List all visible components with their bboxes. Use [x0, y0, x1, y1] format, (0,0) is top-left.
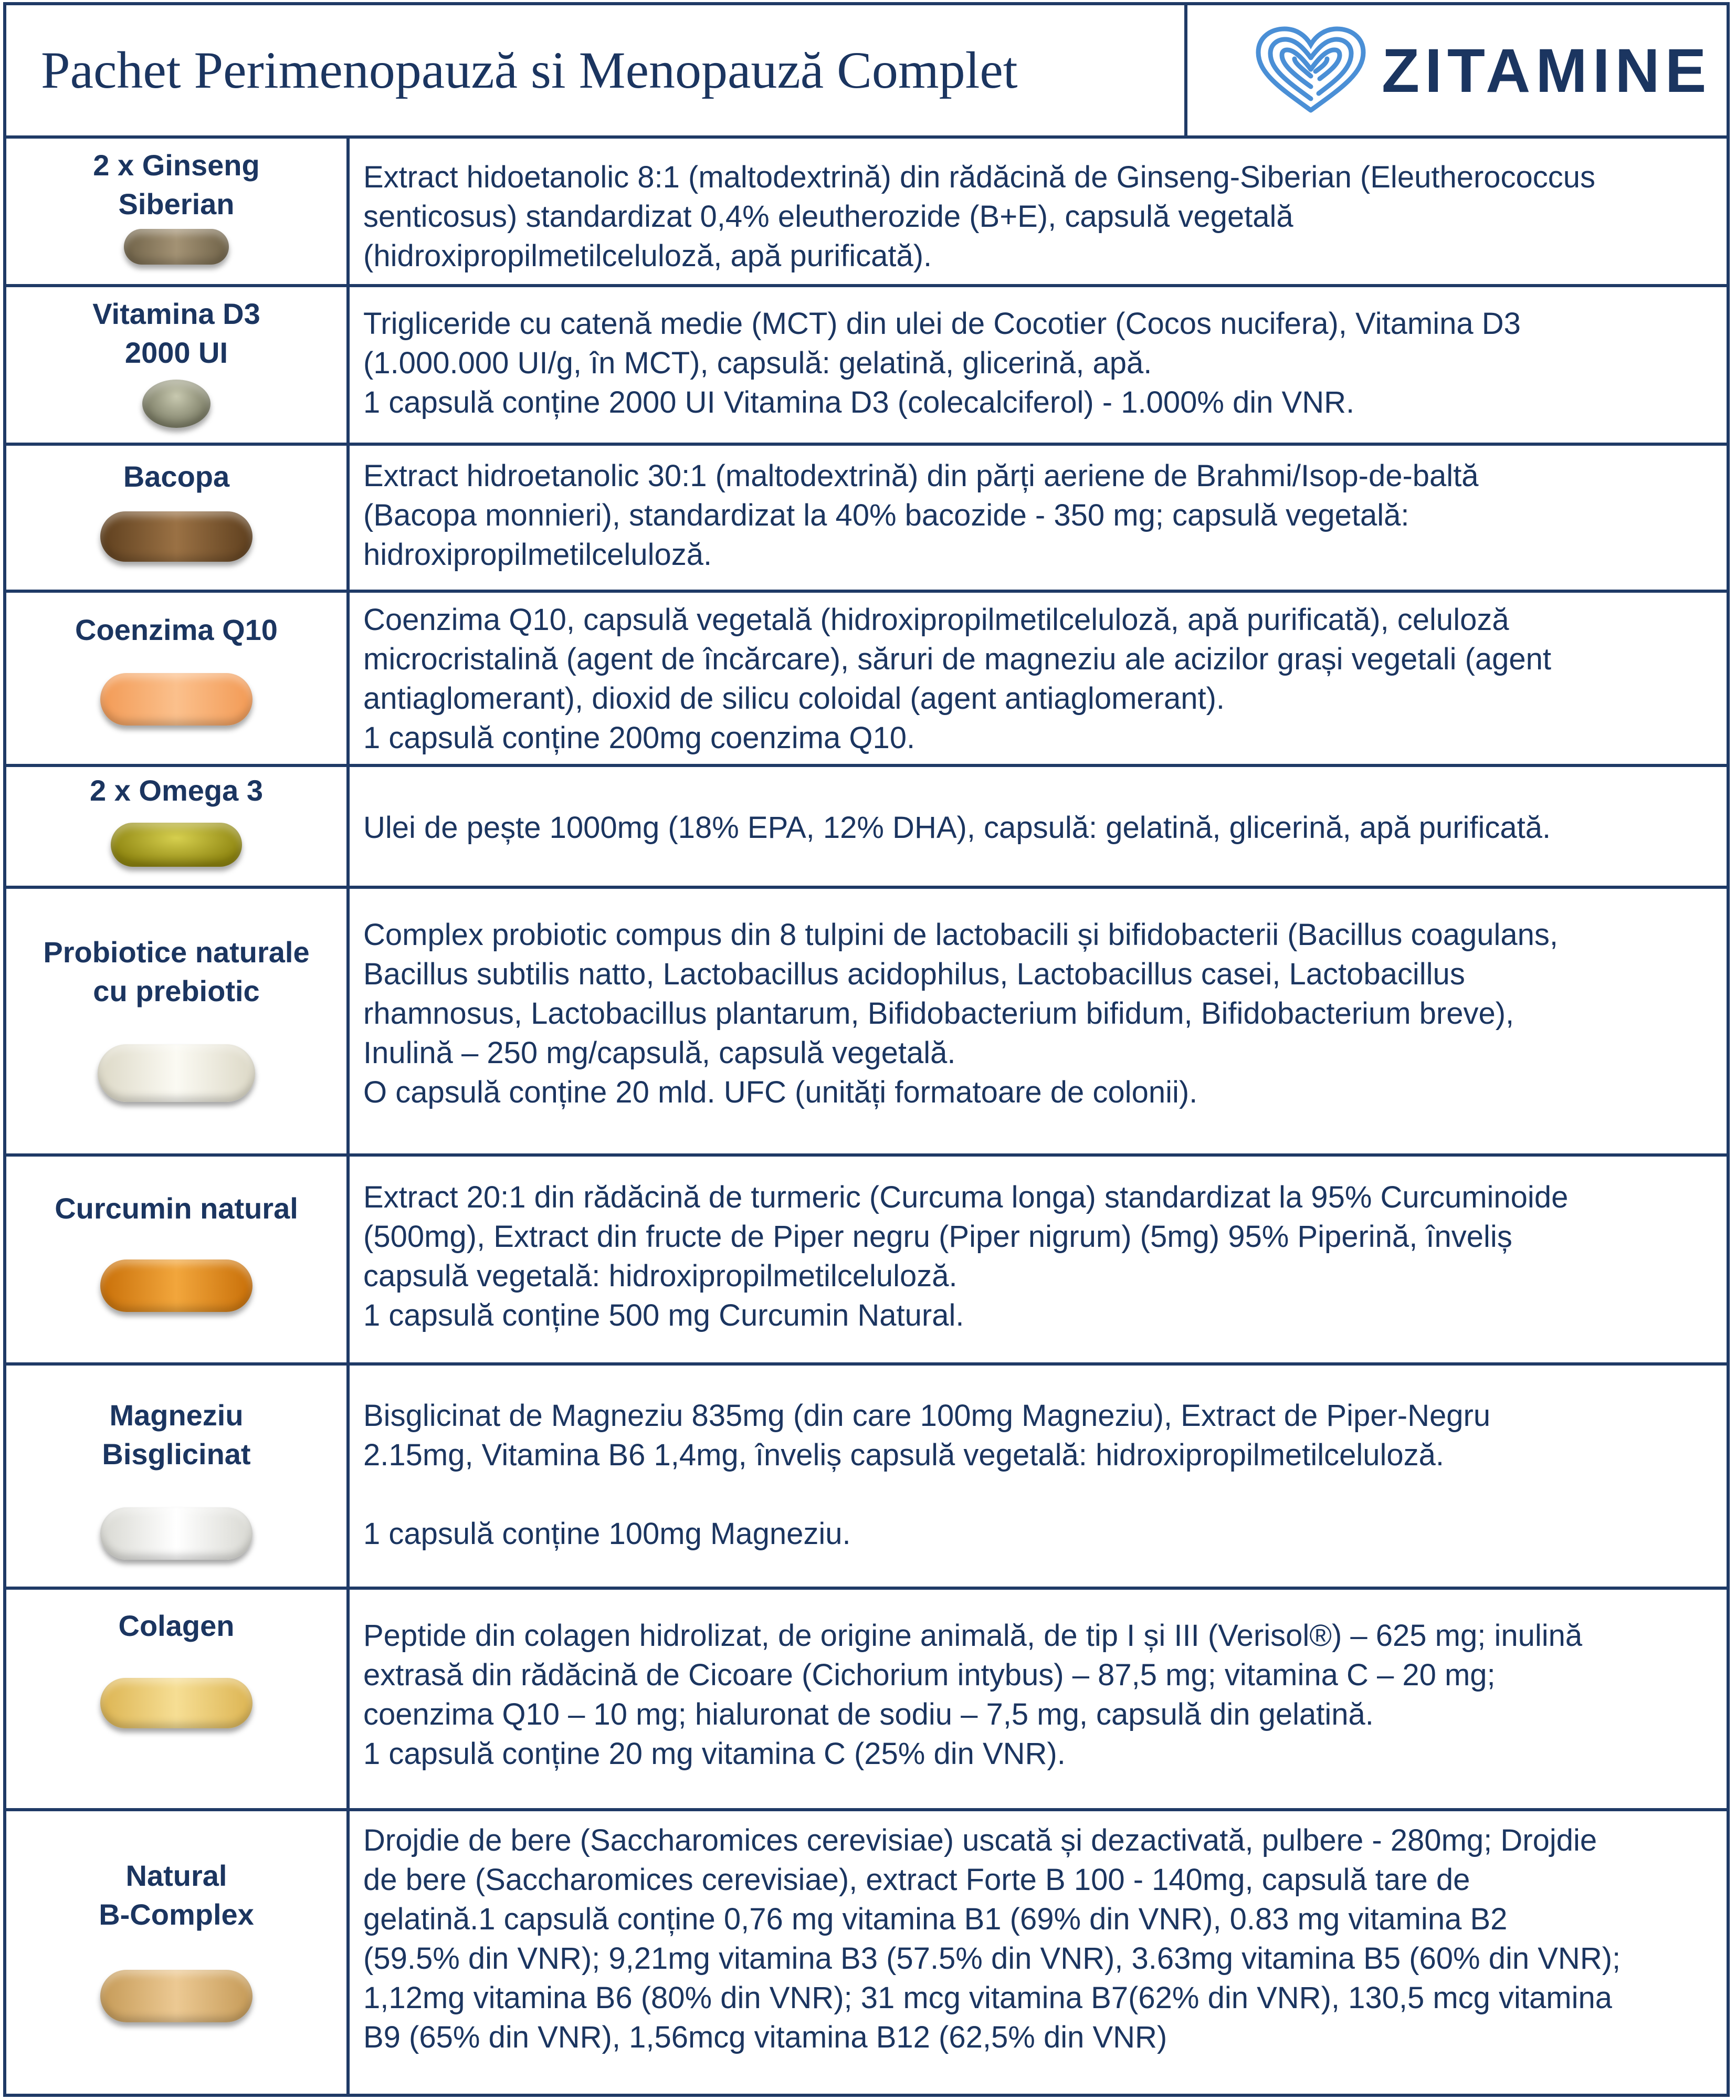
column-divider — [346, 1811, 350, 2097]
capsule-image — [6, 511, 346, 562]
product-name: Natural B-Complex — [99, 1859, 254, 1931]
column-divider — [346, 1366, 350, 1587]
capsule-image — [6, 380, 346, 428]
product-name: 2 x Omega 3 — [90, 774, 263, 807]
table-row — [6, 593, 1727, 767]
table-row — [6, 139, 1727, 287]
product-name: Magneziu Bisglicinat — [102, 1399, 251, 1471]
product-name: Coenzima Q10 — [75, 613, 278, 646]
column-divider — [346, 593, 350, 764]
product-description: Drojdie de bere (Saccharomices cerevisiae) uscată și dezactivată, pulbere - 280mg; Drojdie de bere (Saccharomices cerevisiae), extract Forte B 100 - 140mg, capsulă tare de gelatină.1 capsulă conține 0,76 mg vitamina B1 (69% din VNR), 0.83 mg vitamina B2 (59.5% din VNR); 9,21mg vitamina B3 (57.5% din VNR), 3.63mg vitamina B5 (60% din VNR); 1,12mg vitamina B6 (80% din VNR); 31 mcg vitamina B7(62% din VNR), 130,5 mcg vitamina B9 (65% din VNR), 1,56mcg vitamina B12 (62,5% din VNR) — [363, 1823, 1621, 2054]
product-description: Ulei de pește 1000mg (18% EPA, 12% DHA), capsulă: gelatină, glicerină, apă purificată. — [363, 811, 1551, 845]
page-title: Pachet Perimenopauză si Menopauză Complet — [41, 41, 1018, 99]
table-row — [6, 889, 1727, 1157]
capsule-image — [6, 823, 346, 867]
product-description: Extract hidroetanolic 30:1 (maltodextrină) din părți aeriene de Brahmi/Isop-de-baltă (Bacopa monnieri), standardizat la 40% bacozide - 350 mg; capsulă vegetală: hidroxipropilmetilceluloză. — [363, 459, 1479, 572]
product-description: Bisglicinat de Magneziu 835mg (din care 100mg Magneziu), Extract de Piper-Negru 2.15mg, Vitamina B6 1,4mg, înveliș capsulă vegetală: hidroxipropilmetilceluloză. 1 capsulă conține 100mg Magneziu. — [363, 1399, 1491, 1551]
capsule-image — [6, 1678, 346, 1728]
capsule-collagen — [100, 1678, 252, 1728]
brand-name: ZITAMINE — [1382, 36, 1712, 106]
capsule-ginseng — [124, 229, 229, 265]
capsule-probiotic — [98, 1044, 255, 1102]
table-row — [6, 446, 1727, 593]
product-description: Peptide din colagen hidrolizat, de origine animală, de tip I și III (Verisol®) – 625 mg; inulină extrasă din rădăcină de Cicoare (Cichorium intybus) – 87,5 mg; vitamina C – 20 mg; coenzima Q10 – 10 mg; hialuronat de sodiu – 7,5 mg, capsulă din gelatină. 1 capsulă conține 20 mg vitamina C (25% din VNR). — [363, 1619, 1583, 1771]
capsule-curcumin — [100, 1259, 252, 1312]
capsule-image — [6, 673, 346, 726]
column-divider — [346, 1157, 350, 1362]
fingerprint-heart-icon — [1250, 26, 1371, 116]
column-divider — [346, 287, 350, 443]
product-name: Probiotice naturale cu prebiotic — [43, 936, 310, 1007]
header-divider — [1184, 5, 1187, 135]
table-header — [6, 5, 1727, 139]
table-row — [6, 1157, 1727, 1366]
product-name: Colagen — [118, 1609, 235, 1642]
column-divider — [346, 1590, 350, 1808]
product-description: Extract 20:1 din rădăcină de turmeric (Curcuma longa) standardizat la 95% Curcuminoide (500mg), Extract din fructe de Piper negru (Piper nigrum) (5mg) 95% Piperină, înveliș capsulă vegetală: hidroxipropilmetilceluloză. 1 capsulă conține 500 mg Curcumin Natural. — [363, 1180, 1569, 1332]
product-description: Coenzima Q10, capsulă vegetală (hidroxipropilmetilceluloză, apă purificată), celuloză microcristalină (agent de încărcare), săruri de magneziu ale acizilor grași vegetali (agent antiaglomerant), dioxid de silicu coloidal (agent antiaglomerant). 1 capsulă conține 200mg coenzima Q10. — [363, 603, 1552, 755]
capsule-coenzyme-q10 — [100, 673, 252, 726]
capsule-image — [6, 1970, 346, 2022]
table-row — [6, 287, 1727, 446]
product-name: 2 x Ginseng Siberian — [93, 149, 260, 220]
column-divider — [346, 767, 350, 886]
capsule-image — [6, 1507, 346, 1560]
capsule-b-complex — [100, 1970, 252, 2022]
table-row — [6, 1590, 1727, 1811]
capsule-image — [6, 1044, 346, 1102]
capsule-omega-3 — [111, 823, 242, 867]
product-description: Extract hidoetanolic 8:1 (maltodextrină) din rădăcină de Ginseng-Siberian (Eleutherococcus senticosus) standardizat 0,4% eleutherozide (B+E), capsulă vegetală (hidroxipropilmetilceluloză, apă purificată). — [363, 160, 1596, 273]
capsule-bacopa — [100, 511, 252, 562]
table-row — [6, 767, 1727, 889]
product-name: Bacopa — [123, 460, 230, 493]
capsule-image — [6, 1259, 346, 1312]
table-row — [6, 1366, 1727, 1590]
capsule-image — [6, 229, 346, 265]
product-description: Trigliceride cu catenă medie (MCT) din ulei de Cocotier (Cocos nucifera), Vitamina D3 (1.000.000 UI/g, în MCT), capsulă: gelatină, glicerină, apă. 1 capsulă conține 2000 UI Vitamina D3 (colecalciferol) - 1.000% din VNR. — [363, 307, 1521, 419]
column-divider — [346, 139, 350, 284]
column-divider — [346, 889, 350, 1153]
product-name: Vitamina D3 2000 UI — [92, 297, 260, 369]
product-table — [3, 2, 1730, 2097]
column-divider — [346, 446, 350, 590]
capsule-magnesium — [100, 1507, 252, 1560]
brand-logo — [1250, 26, 1712, 116]
product-description: Complex probiotic compus din 8 tulpini de lactobacili și bifidobacterii (Bacillus coagulans, Bacillus subtilis natto, Lactobacillus acidophilus, Lactobacillus casei, Lactobacillus rhamnosus, Lactobacillus plantarum, Bifidobacterium bifidum, Bifidobacterium breve), Inulină – 250 mg/capsulă, capsulă vegetală. O capsulă conține 20 mld. UFC (unități formatoare de colonii). — [363, 918, 1559, 1109]
table-row — [6, 1811, 1727, 2097]
capsule-vitamin-d3 — [142, 380, 211, 428]
product-name: Curcumin natural — [55, 1192, 298, 1225]
